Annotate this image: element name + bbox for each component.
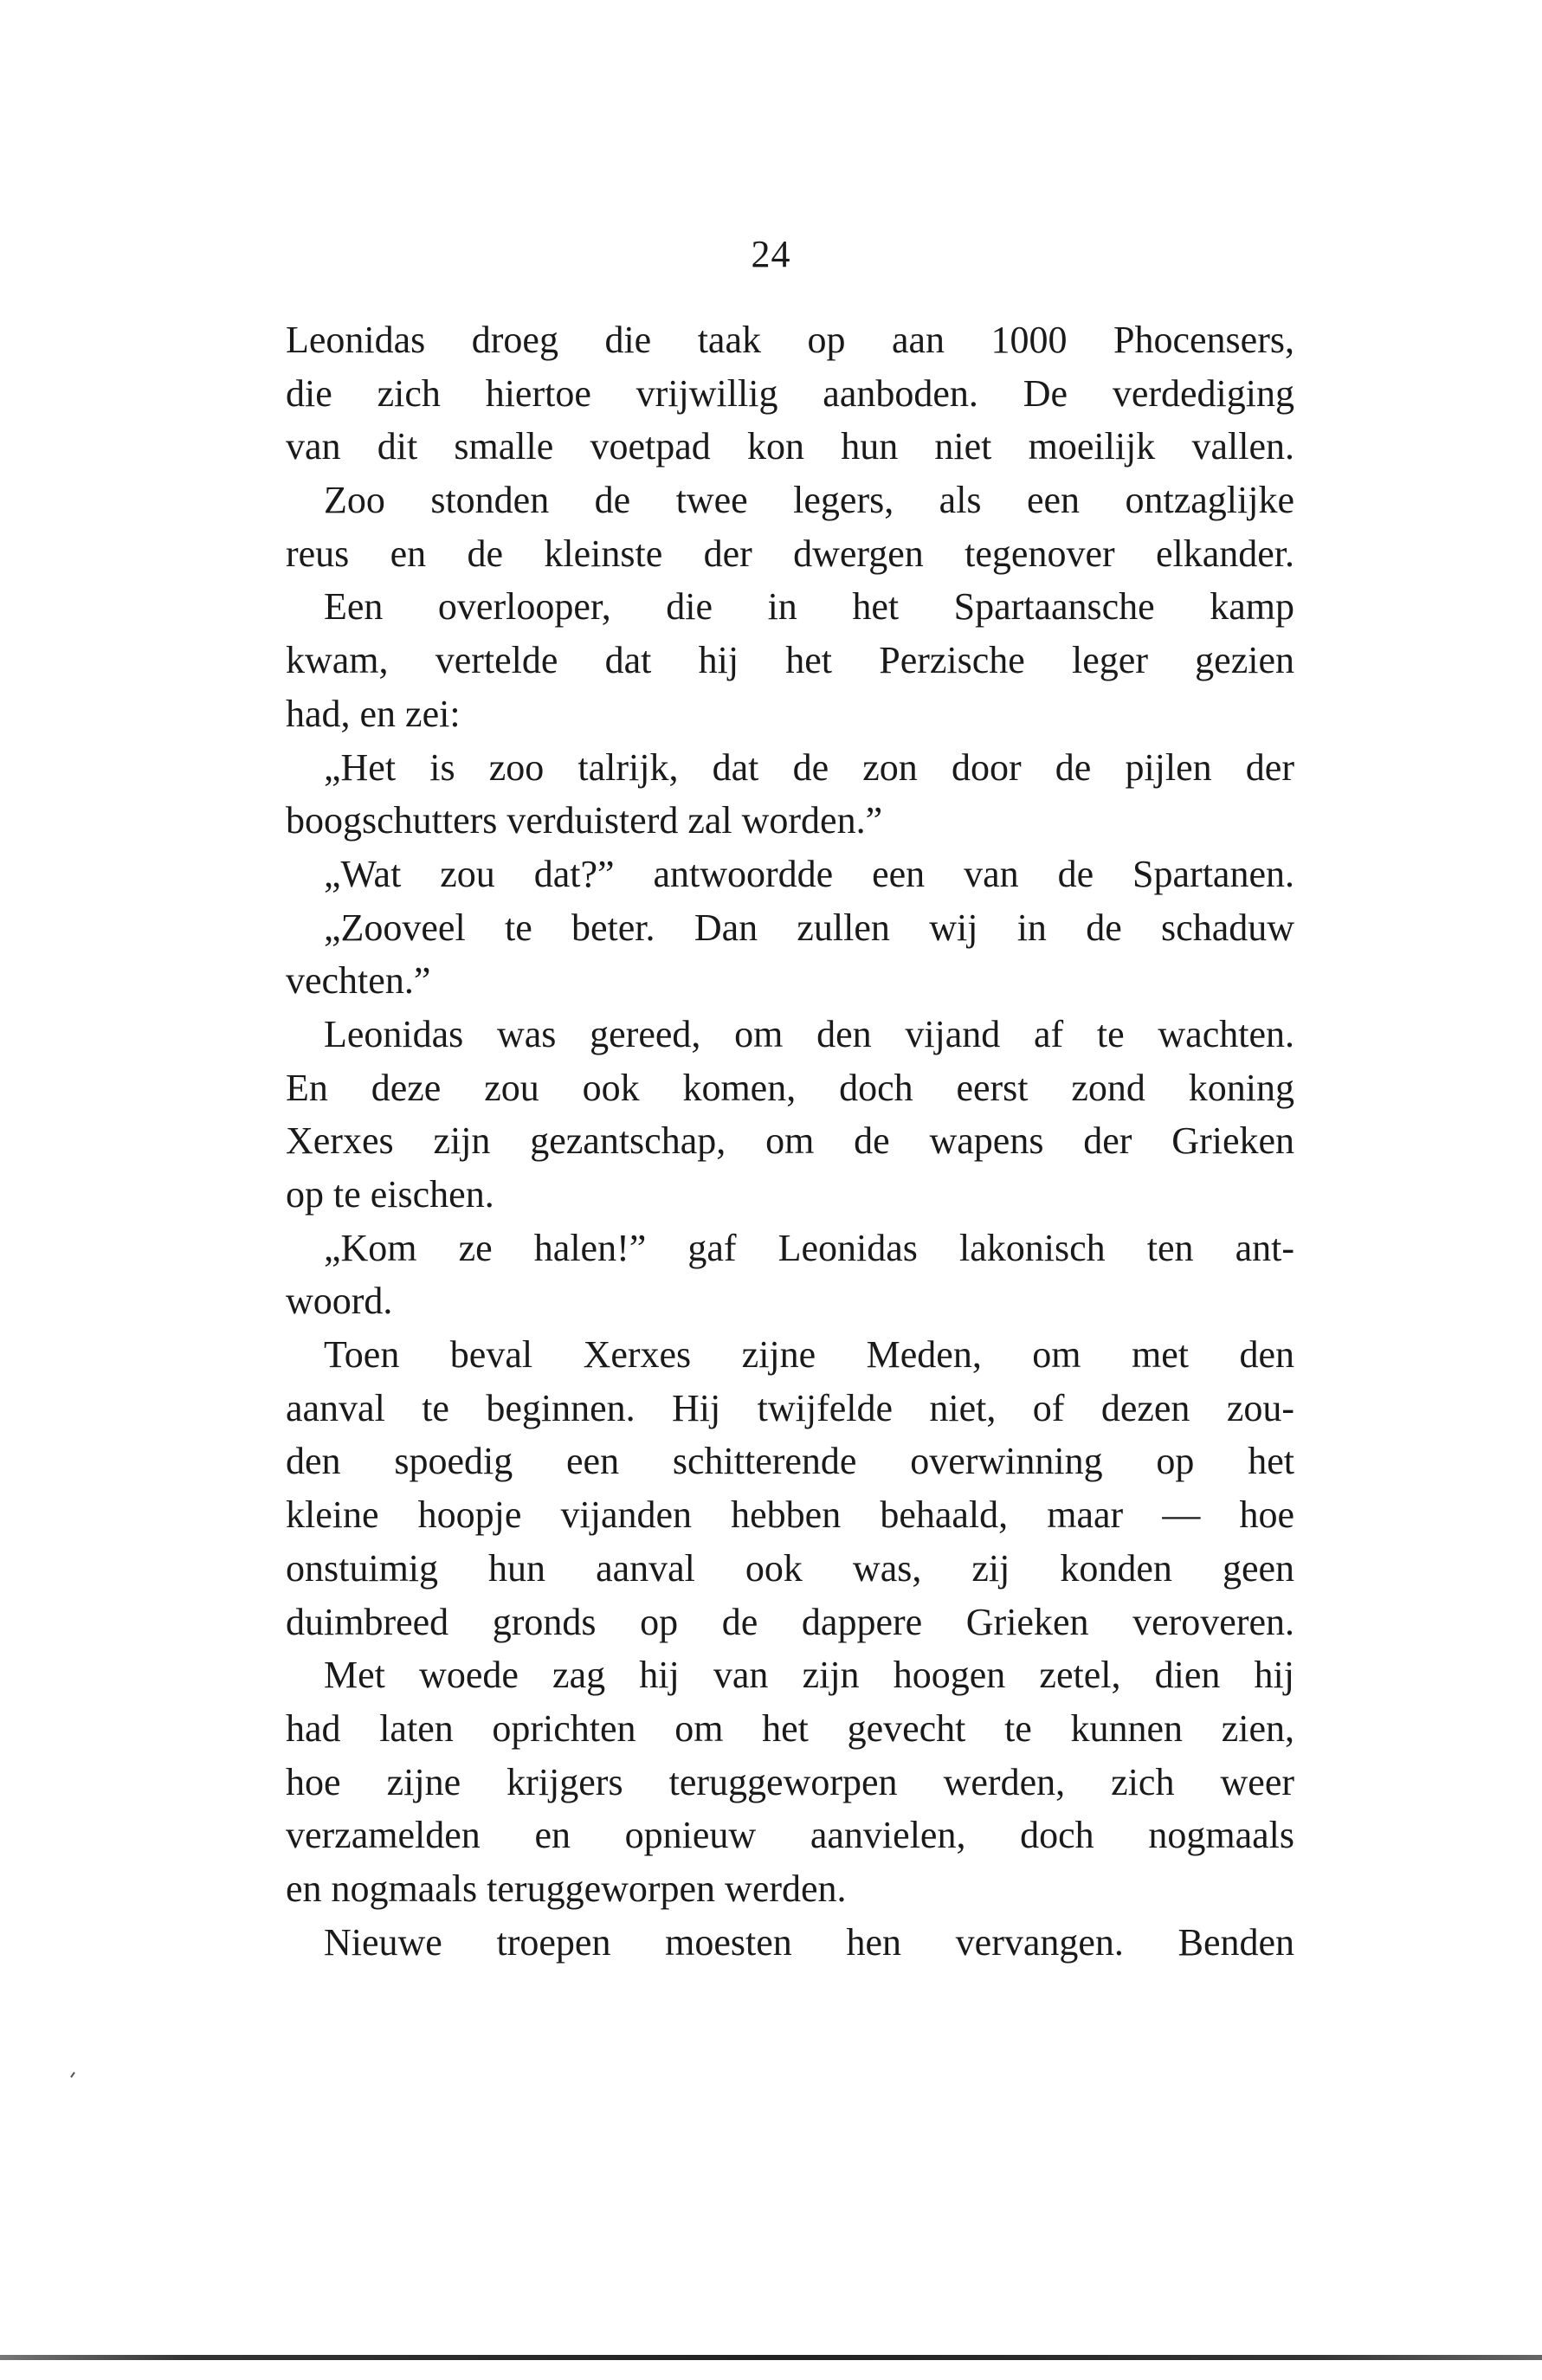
text-line: Met woede zag hij van zijn hoogen zetel, dien hij <box>324 1654 1294 1697</box>
text-line: van dit smalle voetpad kon hun niet moeilijk vallen. <box>286 425 1294 468</box>
text-line: had, en zei: <box>286 692 461 735</box>
scan-edge-rule <box>0 2355 1542 2360</box>
text-line: den spoedig een schitterende overwinning op het <box>286 1440 1294 1483</box>
page-number: 24 <box>751 233 791 275</box>
text-line: vechten.” <box>286 959 431 1003</box>
text-line: had laten oprichten om het gevecht te kunnen zien, <box>286 1706 1294 1750</box>
text-line: hoe zijne krijgers teruggeworpen werden, zich weer <box>286 1760 1294 1803</box>
text-line: Leonidas droeg die taak op aan 1000 Phocensers, <box>286 319 1294 361</box>
text-line: Nieuwe troepen moesten hen vervangen. Benden <box>324 1920 1294 1964</box>
ink-speck <box>70 2072 75 2078</box>
body-text <box>286 313 1294 1969</box>
text-line: kleine hoopje vijanden hebben behaald, maar — hoe <box>286 1493 1294 1537</box>
text-line: Toen beval Xerxes zijne Meden, om met den <box>324 1333 1294 1377</box>
text-line: kwam, vertelde dat hij het Perzische leger gezien <box>286 639 1294 682</box>
text-line: Leonidas was gereed, om den vijand af te wachten. <box>324 1012 1294 1055</box>
text-line: „Kom ze halen!” gaf Leonidas lakonisch ten ant- <box>324 1226 1294 1269</box>
text-line: En deze zou ook komen, doch eerst zond koning <box>286 1066 1294 1109</box>
text-line: verzamelden en opnieuw aanvielen, doch nogmaals <box>286 1814 1294 1857</box>
text-line: „Zooveel te beter. Dan zullen wij in de schaduw <box>324 906 1294 949</box>
text-line: en nogmaals teruggeworpen werden. <box>286 1867 847 1910</box>
text-line: onstuimig hun aanval ook was, zij konden geen <box>286 1546 1294 1590</box>
text-line: aanval te beginnen. Hij twijfelde niet, of dezen zou- <box>286 1386 1294 1429</box>
text-line: Xerxes zijn gezantschap, om de wapens der Grieken <box>286 1119 1294 1163</box>
text-line: „Het is zoo talrijk, dat de zon door de pijlen der <box>324 745 1294 789</box>
text-line: „Wat zou dat?” antwoordde een van de Spartanen. <box>324 852 1294 895</box>
text-line: op te eischen. <box>286 1173 494 1216</box>
text-line: duimbreed gronds op de dappere Grieken veroveren. <box>286 1600 1294 1643</box>
text-line: reus en de kleinste der dwergen tegenover elkander. <box>286 532 1294 575</box>
text-line: Zoo stonden de twee legers, als een ontzaglijke <box>324 479 1294 522</box>
text-line: woord. <box>286 1280 393 1323</box>
text-line: Een overlooper, die in het Spartaansche kamp <box>324 585 1294 629</box>
text-line: boogschutters verduisterd zal worden.” <box>286 799 883 842</box>
text-line: die zich hiertoe vrijwillig aanboden. De verdediging <box>286 371 1294 415</box>
